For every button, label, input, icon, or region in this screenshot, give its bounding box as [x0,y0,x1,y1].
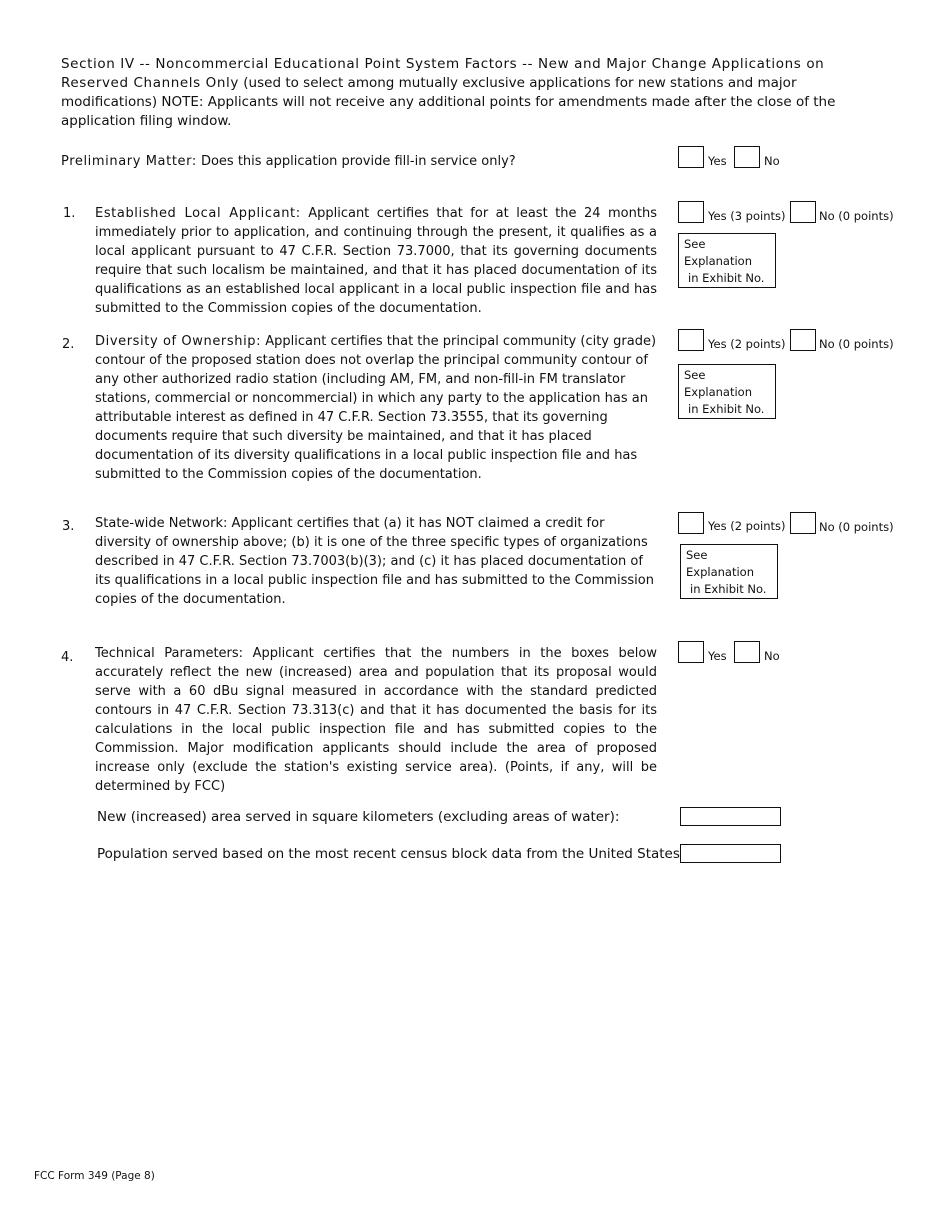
item-1-yes-checkbox[interactable] [678,201,704,223]
item-4-title: Technical Parameters: [95,646,244,661]
item-3-body: Applicant certifies that (a) it has NOT claimed a credit for diversity of ownership above; (b) it is one of the three specific types of organizations described in 47 C.F.R. Section 73.7003(b)(3); and (c) it has placed documentation of its qualifications in a local public inspection file and has submitted to the Commission copies of the documentation. [95,516,654,607]
item-1-title: Established Local Applicant: [95,206,301,221]
item-2-no-label: No (0 points) [819,337,894,351]
form-footer: FCC Form 349 (Page 8) [34,1170,155,1182]
item-2-exhibit-box[interactable] [678,364,776,419]
population-input[interactable] [680,844,781,863]
item-1-exhibit-box[interactable] [678,233,776,288]
item-1-yes-label: Yes (3 points) [708,209,786,223]
item-3-exhibit-box[interactable] [680,544,778,599]
item-3-title: State-wide Network: [95,516,228,531]
item-3-exhibit-line-1: See Explanation [686,548,754,579]
item-4-text [95,644,657,796]
item-1-body: Applicant certifies that for at least the 24 months immediately prior to application, and continuing through the present, it qualifies as a local applicant pursuant to 47 C.F.R. Section 73.7000, that its governing documents require that such localism be maintained, and that it has placed documentation of its qualifications as an established local applicant in a local public inspection file and has submitted to the Commission copies of the documentation. [95,206,657,316]
item-4-no-checkbox[interactable] [734,641,760,663]
preliminary-question [61,152,661,171]
section-title: Section IV -- Noncommercial Educational Point System Factors -- New and Major Change Applications on Reserved Channels Only [61,56,825,91]
preliminary-no-checkbox[interactable] [734,146,760,168]
item-3-number: 3. [62,519,75,534]
population-label: Population served based on the most recent census block data from the United States [97,846,680,862]
item-3-yes-label: Yes (2 points) [708,519,786,533]
item-3-no-checkbox[interactable] [790,512,816,534]
preliminary-text: Does this application provide fill-in service only? [196,154,516,169]
section-header [61,55,891,131]
item-2-no-checkbox[interactable] [790,329,816,351]
item-2-number: 2. [62,337,75,352]
item-1-no-label: No (0 points) [819,209,894,223]
area-input[interactable] [680,807,781,826]
area-label: New (increased) area served in square kilometers (excluding areas of water): [97,809,620,825]
item-1-number: 1. [63,206,76,221]
item-1-exhibit-line-1: See Explanation [684,237,752,268]
item-1-exhibit-line-2: in Exhibit No. [688,271,765,285]
item-4-yes-checkbox[interactable] [678,641,704,663]
item-2-yes-checkbox[interactable] [678,329,704,351]
item-1-text [95,204,657,318]
item-4-yes-label: Yes [708,649,727,663]
item-3-exhibit-line-2: in Exhibit No. [690,582,767,596]
item-4-body: Applicant certifies that the numbers in the boxes below accurately reflect the new (increased) area and population that its proposal would serve with a 60 dBu signal measured in accordance with the standard predicted contours in 47 C.F.R. Section 73.313(c) and that it has documented the basis for its calculations in the local public inspection file and has submitted copies to the Commission. Major modification applicants should include the area of proposed increase only (exclude the station's existing service area). (Points, if any, will be determined by FCC) [95,646,657,794]
item-4-number: 4. [61,650,74,665]
item-3-no-label: No (0 points) [819,520,894,534]
preliminary-label: Preliminary Matter: [61,154,197,169]
section-note: (used to select among mutually exclusive applications for new stations and major modifications) NOTE: Applicants will not receive any additional points for amendments made after the close of the application filing window. [61,75,836,129]
item-3-yes-checkbox[interactable] [678,512,704,534]
item-1-no-checkbox[interactable] [790,201,816,223]
item-2-exhibit-line-2: in Exhibit No. [688,402,765,416]
item-4-no-label: No [764,649,780,663]
item-2-title: Diversity of Ownership: [95,334,262,349]
item-2-exhibit-line-1: See Explanation [684,368,752,399]
item-2-yes-label: Yes (2 points) [708,337,786,351]
item-2-body: Applicant certifies that the principal community (city grade) contour of the proposed station does not overlap the principal community contour of any other authorized radio station (including AM, FM, and non-fill-in FM translator stations, commercial or noncommercial) in which any party to the application has an attributable interest as defined in 47 C.F.R. Section 73.3555, that its governing documents require that such diversity be maintained, and that it has placed documentation of its diversity qualifications in a local public inspection file and has submitted to the Commission copies of the documentation. [95,334,657,482]
preliminary-yes-checkbox[interactable] [678,146,704,168]
item-3-text [95,514,657,609]
preliminary-yes-label: Yes [708,154,727,168]
item-2-text [95,332,657,484]
preliminary-no-label: No [764,154,780,168]
